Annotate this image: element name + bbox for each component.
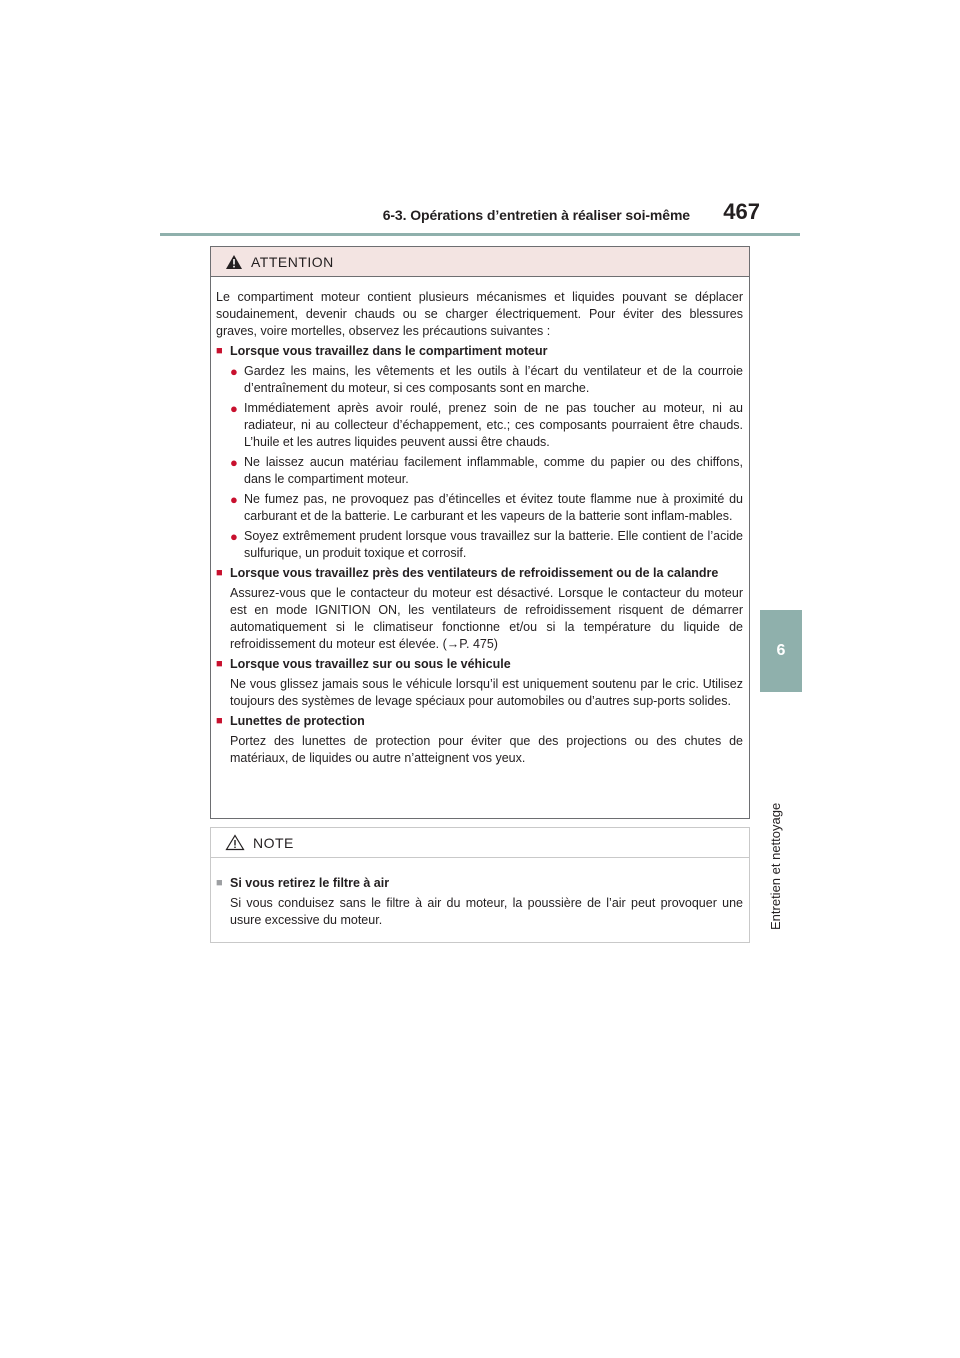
- attention-body: [211, 277, 749, 767]
- section-title: Lorsque vous travaillez dans le compartiment moteur: [230, 344, 548, 358]
- attention-section: [216, 656, 743, 673]
- list-item: [216, 528, 743, 562]
- list-item: [216, 454, 743, 488]
- circle-bullet-icon: ●: [230, 364, 238, 379]
- square-bullet-icon: ■: [216, 715, 223, 727]
- note-body: [211, 858, 749, 929]
- list-item-text: Immédiatement après avoir roulé, prenez soin de ne pas toucher au moteur, ni au radiateur, ni au collecteur d’échappement, etc.; ces composants pourraient être chauds. L’huile et les autres liquides peuvent aussi être chauds.: [244, 401, 743, 449]
- list-item-text: Ne fumez pas, ne provoquez pas d’étincelles et évitez toute flamme nue à proximité du carburant et de la batterie. Le carburant et les vapeurs de la batterie sont inflam-mables.: [244, 492, 743, 523]
- attention-heading: ATTENTION: [251, 253, 334, 270]
- square-bullet-icon: ■: [216, 567, 223, 579]
- chapter-label-text: Entretien et nettoyage: [768, 802, 783, 930]
- list-item: [216, 363, 743, 397]
- attention-box: [210, 246, 750, 819]
- attention-section: [216, 565, 743, 582]
- chapter-number: 6: [776, 642, 786, 659]
- section-title: Lorsque vous travaillez près des ventilateurs de refroidissement ou de la calandre: [230, 566, 719, 580]
- chapter-tab: [760, 610, 802, 692]
- header-divider: [160, 233, 800, 236]
- note-section: [216, 875, 743, 892]
- section-header-title: 6-3. Opérations d’entretien à réaliser soi-même: [382, 207, 690, 223]
- warning-triangle-icon: [225, 254, 243, 270]
- list-item-text: Gardez les mains, les vêtements et les outils à l’écart du ventilateur et de la courroie d’entraînement du moteur, si ces composants sont en marche.: [244, 364, 743, 395]
- warning-triangle-outline-icon: [225, 834, 245, 851]
- note-header: [211, 828, 749, 858]
- circle-bullet-icon: ●: [230, 492, 238, 507]
- note-box: [210, 827, 750, 943]
- section-text: Assurez-vous que le contacteur du moteur est désactivé. Lorsque le contacteur du moteur est en mode IGNITION ON, les ventilateurs de refroidissement risquent de démarrer automatiquement si le climatiseur fonctionne et/ou si la température du liquide de refroidissement du moteur est élevée. (→P. 475): [230, 586, 743, 651]
- circle-bullet-icon: ●: [230, 401, 238, 416]
- square-bullet-icon: ■: [216, 877, 223, 889]
- circle-bullet-icon: ●: [230, 529, 238, 544]
- note-heading: NOTE: [253, 834, 294, 851]
- section-text: Portez des lunettes de protection pour éviter que des projections ou des chutes de matériaux, de liquides ou autre n’atteignent vos yeux.: [230, 734, 743, 765]
- section-title: Si vous retirez le filtre à air: [230, 876, 390, 890]
- square-bullet-icon: ■: [216, 658, 223, 670]
- attention-header: [211, 247, 749, 277]
- list-item: [216, 491, 743, 525]
- section-title: Lorsque vous travaillez sur ou sous le véhicule: [230, 657, 511, 671]
- square-bullet-icon: ■: [216, 345, 223, 357]
- list-item-text: Soyez extrêmement prudent lorsque vous travaillez sur la batterie. Elle contient de l’acide sulfurique, un produit toxique et corrosif.: [244, 529, 743, 560]
- circle-bullet-icon: ●: [230, 455, 238, 470]
- section-text: Si vous conduisez sans le filtre à air du moteur, la poussière de l’air peut provoquer une usure excessive du moteur.: [230, 896, 743, 927]
- section-title: Lunettes de protection: [230, 714, 365, 728]
- attention-intro: Le compartiment moteur contient plusieurs mécanismes et liquides pouvant se déplacer soudainement, devenir chauds ou se charger électriquement. Pour éviter des blessures graves, voire mortelles, observez les précautions suivantes :: [216, 290, 743, 338]
- page-number: 467: [723, 199, 760, 224]
- list-item: [216, 400, 743, 451]
- section-text: Ne vous glissez jamais sous le véhicule lorsqu’il est uniquement soutenu par le cric. Utilisez toujours des systèmes de levage spéciaux pour automobiles ou d’autres sup-ports solides.: [230, 677, 743, 708]
- attention-section: [216, 713, 743, 730]
- attention-section: [216, 343, 743, 360]
- list-item-text: Ne laissez aucun matériau facilement inflammable, comme du papier ou des chiffons, dans le compartiment moteur.: [244, 455, 743, 486]
